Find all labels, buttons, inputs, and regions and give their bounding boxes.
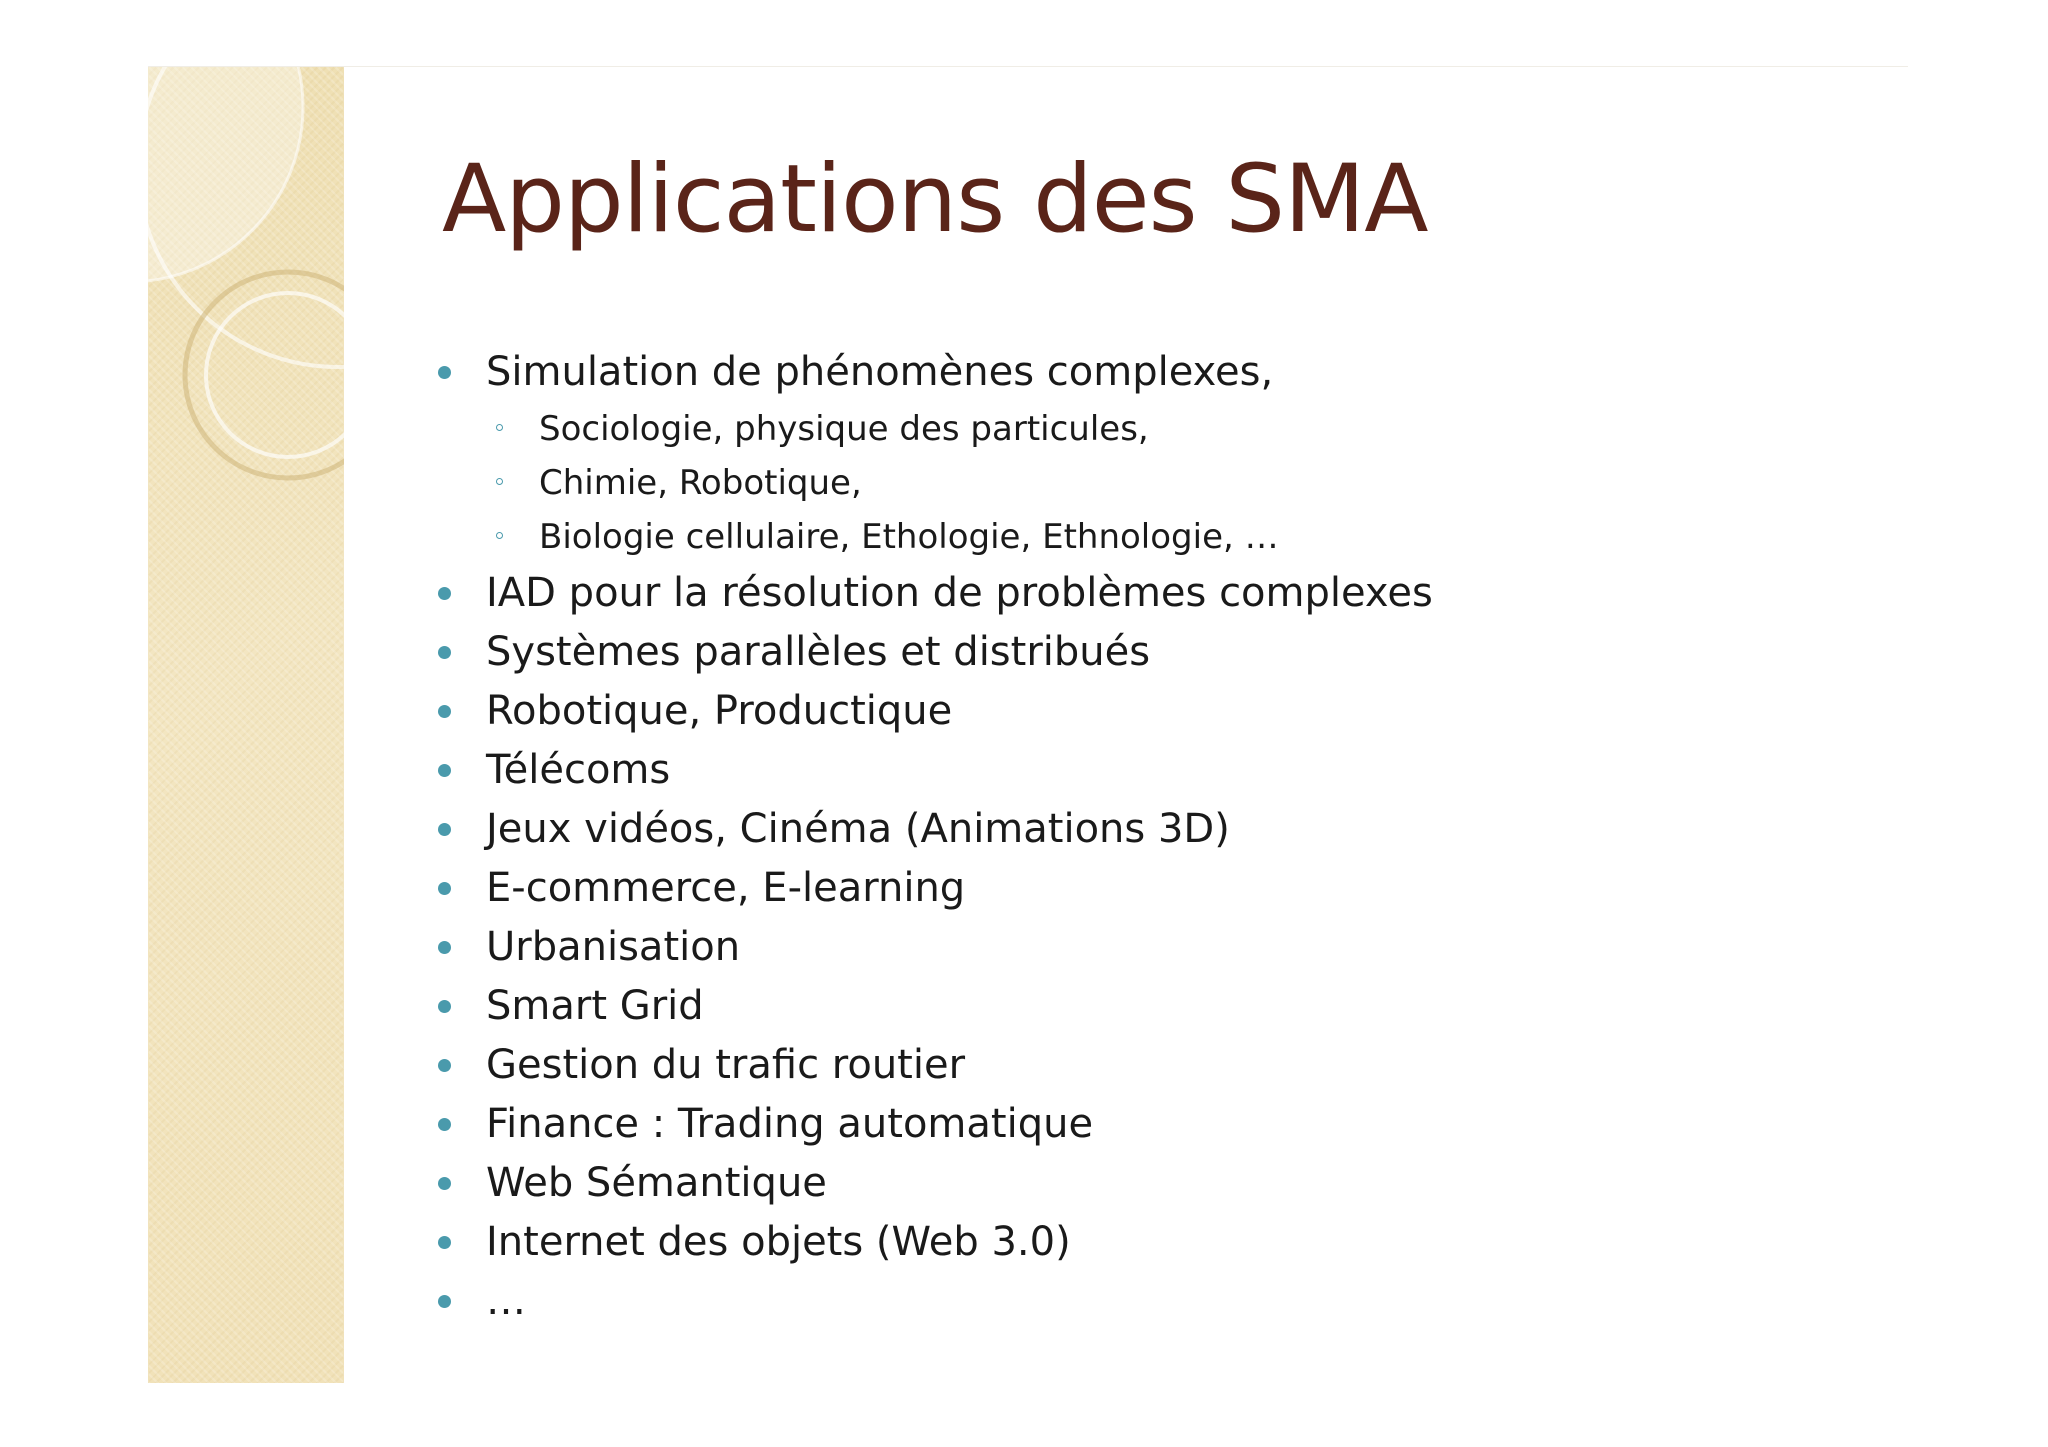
slide [148,66,1908,1383]
bullet-item [438,1154,1838,1213]
bullet-text: Simulation de phénomènes complexes, [486,349,1274,395]
bullet-dot-icon [438,1177,451,1190]
bullet-text: Jeux vidéos, Cinéma (Animations 3D) [486,806,1230,852]
bullet-item [438,343,1838,564]
bullet-dot-icon [438,941,451,954]
bullet-text: Web Sémantique [486,1160,827,1206]
bullet-text: … [486,1278,526,1324]
bullet-dot-icon [438,366,451,379]
bullet-item [438,1095,1838,1154]
bullet-item [438,741,1838,800]
bullet-item [438,564,1838,623]
bullet-item [438,623,1838,682]
sub-bullet-text: Sociologie, physique des particules, [539,409,1149,449]
bullet-item [438,682,1838,741]
sub-bullet-text: Chimie, Robotique, [539,463,862,503]
bullet-text: Systèmes parallèles et distribués [486,629,1151,675]
bullet-dot-icon [438,823,451,836]
bullet-item [438,1036,1838,1095]
bullet-dot-icon [438,764,451,777]
sub-bullet-ring-icon [496,532,503,539]
sub-bullet-list [486,402,1838,564]
bullet-text: Internet des objets (Web 3.0) [486,1219,1071,1265]
bullet-dot-icon [438,882,451,895]
bullet-item [438,1272,1838,1331]
bullet-dot-icon [438,1059,451,1072]
sub-bullet-item [486,456,1838,510]
bullet-text: Smart Grid [486,983,704,1029]
slide-title: Applications des SMA [442,145,1428,254]
sub-bullet-item [486,510,1838,564]
bullet-item [438,977,1838,1036]
bullet-item [438,800,1838,859]
sub-bullet-ring-icon [496,478,503,485]
bullet-text: Urbanisation [486,924,741,970]
bullet-dot-icon [438,587,451,600]
bullet-item [438,918,1838,977]
bullet-text: Robotique, Productique [486,688,953,734]
bullet-text: IAD pour la résolution de problèmes complexes [486,570,1433,616]
bullet-item [438,1213,1838,1272]
bullet-dot-icon [438,1236,451,1249]
bullet-dot-icon [438,1118,451,1131]
bullet-list [438,343,1838,1331]
sub-bullet-ring-icon [496,424,503,431]
bullet-text: Finance : Trading automatique [486,1101,1094,1147]
sub-bullet-text: Biologie cellulaire, Ethologie, Ethnologie, … [539,517,1279,557]
bullet-dot-icon [438,1000,451,1013]
bullet-dot-icon [438,705,451,718]
bullet-text: E-commerce, E-learning [486,865,966,911]
bullet-text: Gestion du trafic routier [486,1042,966,1088]
bullet-dot-icon [438,1295,451,1308]
bullet-text: Télécoms [486,747,671,793]
bullet-item [438,859,1838,918]
bullet-dot-icon [438,646,451,659]
slide-content [148,67,1908,1383]
sub-bullet-item [486,402,1838,456]
